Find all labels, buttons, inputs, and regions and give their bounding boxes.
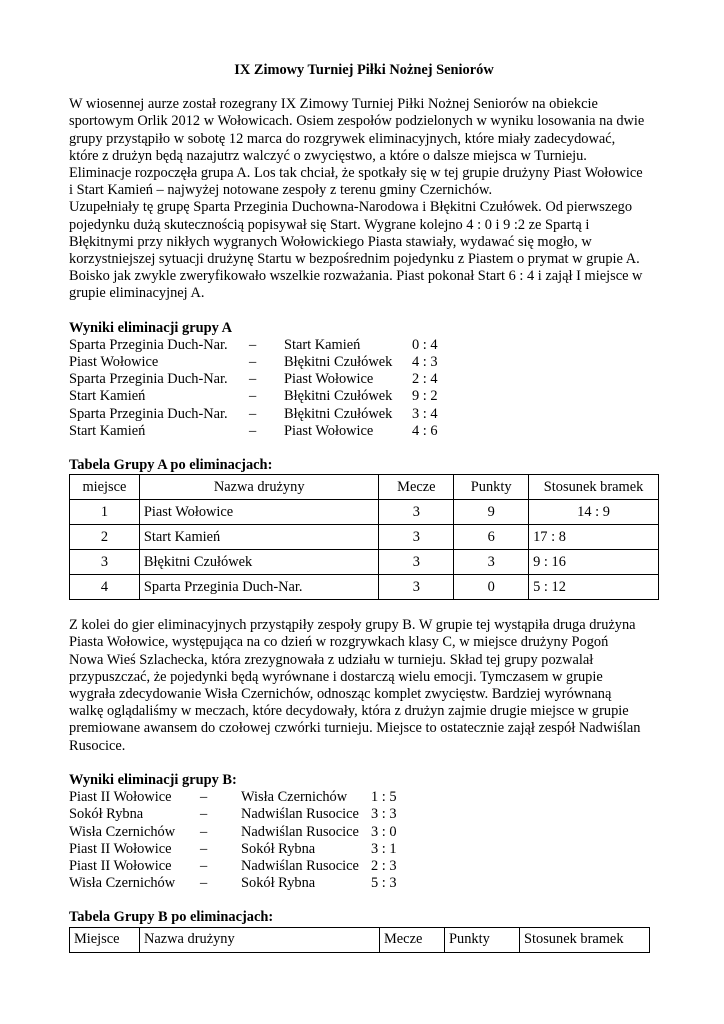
away-team: Błękitni Czułówek bbox=[284, 405, 393, 422]
group-b-intro-line: walkę oglądaliśmy w meczach, które decydowały, która z drużyn zajmie drugie miejsce w grupie bbox=[69, 703, 629, 720]
group-a-standings-table bbox=[69, 474, 659, 600]
goals-cell: 9 : 16 bbox=[529, 550, 659, 575]
dash: – bbox=[200, 875, 208, 892]
group-b-intro-line: wygrała zdecydowanie Wisła Czernichów, odnosząc komplet zwycięstw. Bardziej wyrównaną bbox=[69, 686, 612, 703]
home-team: Sparta Przeginia Duch-Nar. bbox=[69, 371, 228, 388]
goals-cell: 5 : 12 bbox=[529, 575, 659, 600]
table-row bbox=[70, 525, 659, 550]
group-b-intro-line: premiowane awansem do czołowej czwórki turnieju. Miejsce to ostatecznie zajął zespół Nadwiślan bbox=[69, 720, 641, 737]
match-row bbox=[69, 858, 431, 875]
matches-cell: 3 bbox=[379, 500, 454, 525]
away-team: Nadwiślan Rusocice bbox=[241, 806, 359, 823]
dash: – bbox=[200, 857, 208, 874]
points-cell: 0 bbox=[454, 575, 529, 600]
team-cell: Błękitni Czułówek bbox=[139, 550, 379, 575]
document-page bbox=[69, 62, 659, 953]
match-row bbox=[69, 406, 472, 423]
table-row bbox=[70, 500, 659, 525]
away-team: Błękitni Czułówek bbox=[284, 388, 393, 405]
intro-line: sportowym Orlik 2012 w Wołowicach. Osiem zespołów podzielonych w wyniku losowania na dwie bbox=[69, 113, 645, 130]
place-cell: 4 bbox=[70, 575, 140, 600]
place-cell: 3 bbox=[70, 550, 140, 575]
home-team: Piast II Wołowice bbox=[69, 789, 172, 806]
score: 1 : 5 bbox=[371, 789, 397, 806]
away-team: Piast Wołowice bbox=[284, 422, 374, 439]
home-team: Sokół Rybna bbox=[69, 806, 144, 823]
group-b-intro-line: Nowa Wieś Szlachecka, która zrezygnowała z udziału w turnieju. Skład tej grupy pozwalał bbox=[69, 651, 594, 668]
dash: – bbox=[249, 354, 257, 371]
column-header-matches: Mecze bbox=[380, 927, 445, 952]
team-cell: Piast Wołowice bbox=[139, 500, 379, 525]
match-row bbox=[69, 388, 472, 405]
home-team: Wisła Czernichów bbox=[69, 875, 176, 892]
match-row bbox=[69, 423, 472, 440]
intro-line: i Start Kamień – najwyżej notowane zespoły z terenu gminy Czernichów. bbox=[69, 182, 493, 199]
dash: – bbox=[249, 405, 257, 422]
intro-line: Eliminacje rozpoczęła grupa A. Los tak chciał, że spotkały się w tej grupie drużyny Piast Wołowice bbox=[69, 165, 643, 182]
group-b-intro-line: Rusocice. bbox=[69, 737, 126, 754]
score: 3 : 1 bbox=[371, 840, 397, 857]
away-team: Sokół Rybna bbox=[241, 875, 316, 892]
score: 4 : 3 bbox=[412, 354, 438, 371]
match-row bbox=[69, 824, 431, 841]
matches-cell: 3 bbox=[379, 525, 454, 550]
away-team: Piast Wołowice bbox=[284, 371, 374, 388]
match-row bbox=[69, 875, 431, 892]
dash: – bbox=[200, 823, 208, 840]
place-cell: 1 bbox=[70, 500, 140, 525]
match-row bbox=[69, 337, 472, 354]
place-cell: 2 bbox=[70, 525, 140, 550]
document-title: IX Zimowy Turniej Piłki Nożnej Seniorów bbox=[234, 62, 494, 78]
home-team: Start Kamień bbox=[69, 422, 146, 439]
score: 3 : 4 bbox=[412, 405, 438, 422]
score: 2 : 3 bbox=[371, 857, 397, 874]
group-a-results-heading: Wyniki eliminacji grupy A bbox=[69, 319, 232, 336]
points-cell: 3 bbox=[454, 550, 529, 575]
column-header-points: Punkty bbox=[454, 475, 529, 500]
dash: – bbox=[200, 789, 208, 806]
match-row bbox=[69, 789, 431, 806]
goals-cell: 17 : 8 bbox=[529, 525, 659, 550]
home-team: Piast II Wołowice bbox=[69, 840, 172, 857]
group-b-intro-line: przypuszczać, że pojedynki będą wyrównane i dostarczą wielu emocji. Tymczasem w grupie bbox=[69, 668, 603, 685]
home-team: Wisła Czernichów bbox=[69, 823, 176, 840]
score: 2 : 4 bbox=[412, 371, 438, 388]
group-b-results-heading: Wyniki eliminacji grupy B: bbox=[69, 771, 237, 788]
score: 9 : 2 bbox=[412, 388, 438, 405]
home-team: Piast Wołowice bbox=[69, 354, 159, 371]
dash: – bbox=[200, 806, 208, 823]
group-b-results-list bbox=[69, 789, 431, 892]
column-header-points: Punkty bbox=[445, 927, 520, 952]
matches-cell: 3 bbox=[379, 550, 454, 575]
away-team: Sokół Rybna bbox=[241, 840, 316, 857]
match-row bbox=[69, 806, 431, 823]
group-b-intro-paragraph bbox=[69, 617, 659, 755]
away-team: Wisła Czernichów bbox=[241, 789, 348, 806]
group-b-intro-line: Piasta Wołowice, występująca na co dzień w rozgrywkach klasy C, w miejsce drużyny Pogoń bbox=[69, 634, 609, 651]
score: 3 : 3 bbox=[371, 806, 397, 823]
intro-line: pojedynku dużą skutecznością popisywał się Start. Wygrane kolejno 4 : 0 i 9 :2 ze Spartą i bbox=[69, 216, 590, 233]
away-team: Start Kamień bbox=[284, 336, 361, 353]
intro-line: Uzupełniały tę grupę Sparta Przeginia Duchowna-Narodowa i Błękitni Czułówek. Od pierwszego bbox=[69, 199, 633, 216]
team-cell: Start Kamień bbox=[139, 525, 379, 550]
table-header-row bbox=[70, 927, 650, 952]
home-team: Sparta Przeginia Duch-Nar. bbox=[69, 336, 228, 353]
dash: – bbox=[249, 422, 257, 439]
intro-line: Boisko jak zwykle zweryfikowało wszelkie rozważania. Piast pokonał Start 6 : 4 i zajął I miejsce w bbox=[69, 268, 643, 285]
group-b-table-heading: Tabela Grupy B po eliminacjach: bbox=[69, 909, 274, 926]
score: 4 : 6 bbox=[412, 422, 438, 439]
column-header-goals: Stosunek bramek bbox=[529, 475, 659, 500]
group-b-standings-table bbox=[69, 927, 650, 953]
intro-line: W wiosennej aurze został rozegrany IX Zimowy Turniej Piłki Nożnej Seniorów na obiekcie bbox=[69, 96, 598, 113]
away-team: Błękitni Czułówek bbox=[284, 354, 393, 371]
table-row bbox=[70, 550, 659, 575]
column-header-place: miejsce bbox=[70, 475, 140, 500]
score: 3 : 0 bbox=[371, 823, 397, 840]
points-cell: 9 bbox=[454, 500, 529, 525]
team-cell: Sparta Przeginia Duch-Nar. bbox=[139, 575, 379, 600]
dash: – bbox=[249, 336, 257, 353]
group-b-intro-line: Z kolei do gier eliminacyjnych przystąpiły zespoły grupy B. W grupie tej wystąpiła druga drużyna bbox=[69, 617, 636, 634]
table-header-row bbox=[70, 475, 659, 500]
match-row bbox=[69, 371, 472, 388]
home-team: Piast II Wołowice bbox=[69, 857, 172, 874]
score: 0 : 4 bbox=[412, 336, 438, 353]
column-header-goals: Stosunek bramek bbox=[520, 927, 650, 952]
away-team: Nadwiślan Rusocice bbox=[241, 857, 359, 874]
intro-line: które z drużyn będą nazajutrz walczyć o zwycięstwo, a które o dalsze miejsca w Turnieju. bbox=[69, 147, 587, 164]
matches-cell: 3 bbox=[379, 575, 454, 600]
dash: – bbox=[249, 371, 257, 388]
away-team: Nadwiślan Rusocice bbox=[241, 823, 359, 840]
column-header-matches: Mecze bbox=[379, 475, 454, 500]
match-row bbox=[69, 841, 431, 858]
score: 5 : 3 bbox=[371, 875, 397, 892]
group-a-table-heading: Tabela Grupy A po eliminacjach: bbox=[69, 457, 273, 474]
home-team: Start Kamień bbox=[69, 388, 146, 405]
intro-line: grupie eliminacyjnej A. bbox=[69, 285, 205, 302]
dash: – bbox=[249, 388, 257, 405]
group-a-results-list bbox=[69, 337, 472, 440]
column-header-team: Nazwa drużyny bbox=[139, 475, 379, 500]
intro-paragraph bbox=[69, 96, 659, 302]
column-header-team: Nazwa drużyny bbox=[140, 927, 380, 952]
points-cell: 6 bbox=[454, 525, 529, 550]
dash: – bbox=[200, 840, 208, 857]
goals-cell: 14 : 9 bbox=[529, 500, 659, 525]
match-row bbox=[69, 354, 472, 371]
column-header-place: Miejsce bbox=[70, 927, 140, 952]
intro-line: Błękitnymi przy nikłych wygranych Wołowickiego Piasta stawiały, wydawać się mogło, w bbox=[69, 233, 592, 250]
home-team: Sparta Przeginia Duch-Nar. bbox=[69, 405, 228, 422]
intro-line: korzystniejszej sytuacji drużynę Startu w bezpośrednim pojedynku z Piastem o prymat w grupie A. bbox=[69, 251, 640, 268]
table-row bbox=[70, 575, 659, 600]
intro-line: grupy przystąpiło w sobotę 12 marca do rozgrywek eliminacyjnych, które miały zadecydować, bbox=[69, 130, 616, 147]
